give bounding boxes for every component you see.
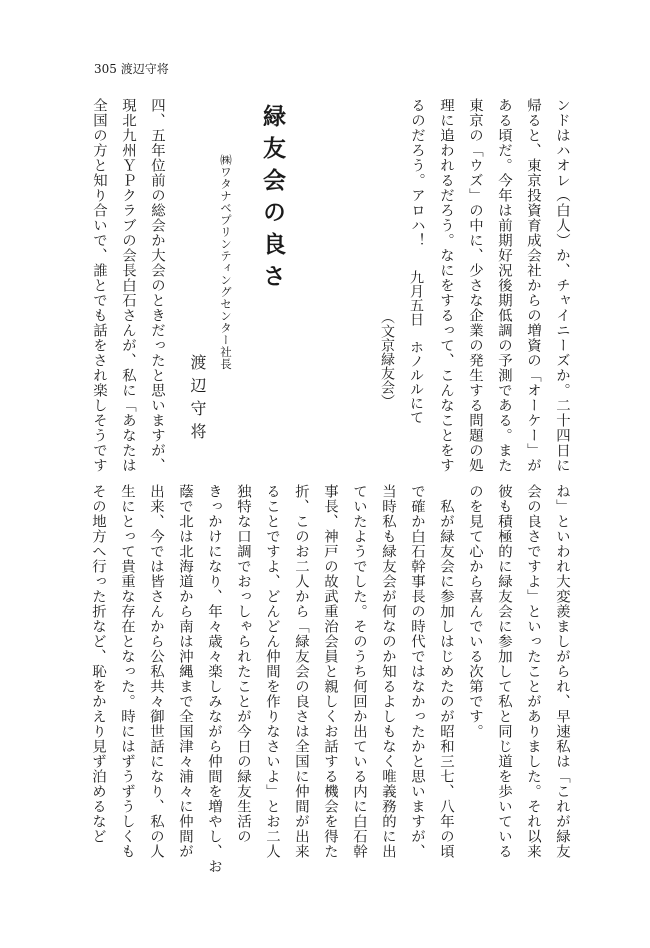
text-line: 全国の方と知り合いで、誰とでも話をされ楽しそうです [91,98,107,473]
essay-title: 緑友会の良さ [259,104,286,296]
text-line: 生にとって貴重な存在となった。時にはずうずうしくも [119,484,135,859]
text-line: 会の良さですよ」といったことがありました。それ以来 [525,484,541,859]
essay-opening [84,98,171,474]
text-line: で確か白石幹事長の時代ではなかったかと思いますが、 [409,484,425,859]
text-line: 当時私も緑友会が何なのか知るよしもなく唯義務的に出 [380,484,396,859]
source-credit: （文京緑友会） [379,310,395,408]
text-line: ある頃だ。今年は前期好況後期低調の予測である。また [496,98,512,473]
text-line: 事長、神戸の故武重治会員と親しくお話する機会を得た [322,484,338,859]
text-line: 帰ると、東京投資育成会社からの増資の「オーケー」が [525,98,541,473]
prev-essay-signoff [372,270,430,470]
text-line: 折、このお二人から「緑友会の良さは全国に仲間が出来 [293,484,309,859]
text-line: 蔭で北は北海道から南は沖縄まで全国津々浦々に仲間が [177,484,193,859]
text-line: 四、五年位前の総会か大会のときだったと思いますが、 [149,98,165,473]
text-line: 現北九州ＹＰクラブの会長白石さんが、私に「あなたは [120,98,136,473]
text-line: 出来、今では皆さんから公私共々御世話になり、私の人 [148,484,164,859]
text-line: きっかけになり、年々歳々楽しみながら仲間を増やし、お [206,484,222,874]
text-line: ていたようでした。そのうち何回か出ている内に白石幹 [351,484,367,859]
text-line: ね」といわれ大変羨ましがられ、早速私は「これが緑友 [554,484,570,859]
text-line: のを見て心から喜んでいる次第です。 [467,484,483,739]
text-line: 東京の「ウズ」の中に、少さな企業の発生する問題の処 [467,98,483,473]
text-line: 彼も積極的に緑友会に参加して私と同じ道を歩いている [496,484,512,859]
text-line: 理に追われるだろう。なにをするって、こんなことをす [438,98,454,473]
text-line: るのだろう。アロハ！ [409,98,425,248]
text-line: 独特な口調でおっしゃられたことが今日の緑友生活の [235,484,251,844]
text-line: ることですよ、どんどん仲間を作りなさいよ」とお二人 [264,484,280,859]
author-name: 渡辺守将 [188,354,207,446]
text-line: 私が緑友会に参加しはじめたのが昭和三七、八年の頃 [438,484,454,859]
text-line: その地方へ行った折など、恥をかえり見ず泊めるなど [90,484,106,844]
author-affiliation: ㈱ワタナベプリンティングセンター社長 [219,154,233,370]
text-line: ンドはハオレ（白人）か、チャイニーズか。二十四日に [554,98,570,473]
essay-body-lower [83,484,576,874]
page-header: 305 渡辺守将 [94,62,169,76]
date-place: 九月五日 ホノルルにて [408,270,424,424]
